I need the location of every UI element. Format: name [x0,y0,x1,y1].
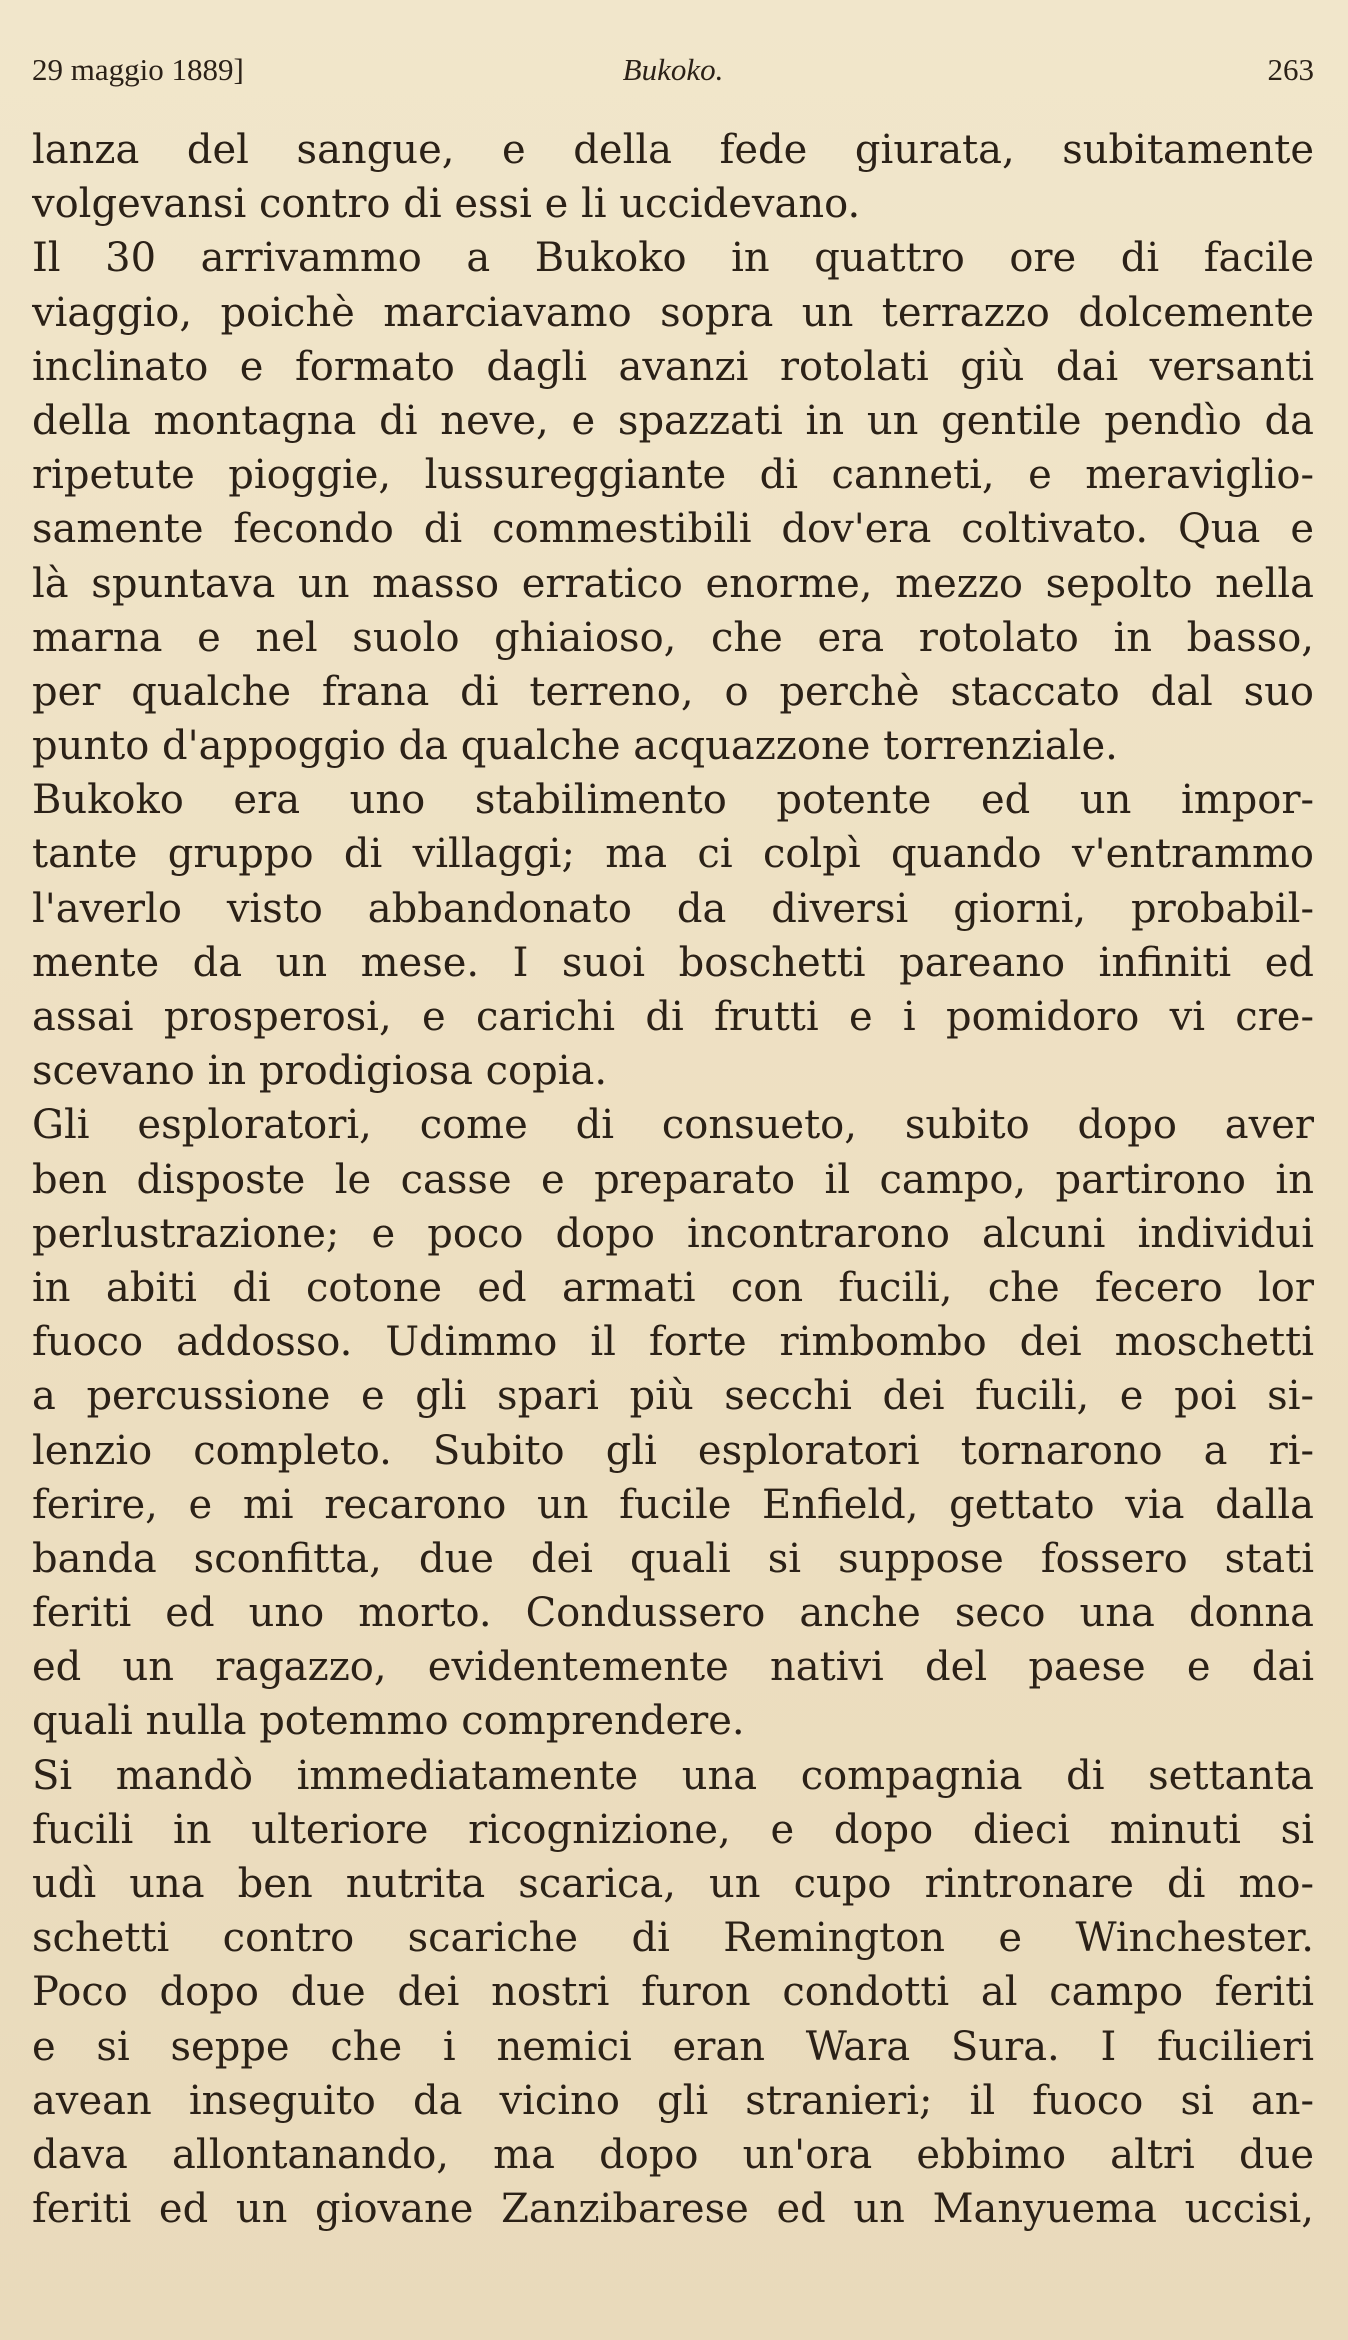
text-line: là spuntava un masso erratico enorme, mezzo sepolto nella [32,560,1314,607]
header-title: Bukoko. [622,52,724,87]
text-line: e si seppe che i nemici eran Wara Sura. I fucilieri [32,2023,1314,2070]
page-number: 263 [1267,52,1314,87]
text-line: schetti contro scariche di Remington e Winchester. [32,1915,1314,1962]
text-line: Si mandò immediatamente una compagnia di settanta [32,1752,1314,1799]
text-line: inclinato e formato dagli avanzi rotolati giù dai versanti [32,343,1314,390]
text-line: scevano in prodigiosa copia. [32,1048,608,1095]
text-line: avean inseguito da vicino gli stranieri; il fuoco si an- [32,2077,1314,2124]
text-line: udì una ben nutrita scarica, un cupo rintronare di mo- [32,1861,1314,1907]
text-line: lanza del sangue, e della fede giurata, subitamente [32,127,1314,173]
text-line: punto d'appoggio da qualche acquazzone torrenziale. [32,723,1118,770]
text-line: volgevansi contro di essi e li uccidevano. [32,181,861,228]
text-line: perlustrazione; e poco dopo incontrarono alcuni individui [32,1210,1314,1257]
text-line: a percussione e gli spari più secchi dei fucili, e poi si- [32,1373,1314,1420]
text-line: ripetute pioggie, lussureggiante di canneti, e meraviglio- [32,452,1314,499]
running-header [32,48,1314,92]
text-line: Bukoko era uno stabilimento potente ed un impor- [32,777,1314,824]
text-line: ferire, e mi recarono un fucile Enfield, gettato via dalla [32,1481,1314,1528]
text-line: samente fecondo di commestibili dov'era coltivato. Qua e [32,506,1314,553]
text-line: tante gruppo di villaggi; ma ci colpì quando v'entrammo [32,831,1314,878]
text-line: ed un ragazzo, evidentemente nativi del paese e dai [32,1644,1314,1691]
text-line: Gli esploratori, come di consueto, subito dopo aver [32,1102,1314,1149]
text-line: banda sconfitta, due dei quali si suppose fossero stati [32,1535,1314,1582]
text-line: dava allontanando, ma dopo un'ora ebbimo altri due [32,2131,1314,2178]
text-line: feriti ed uno morto. Condussero anche seco una donna [32,1590,1314,1637]
text-line: Poco dopo due dei nostri furon condotti al campo feriti [32,1969,1314,2016]
text-line: marna e nel suolo ghiaioso, che era rotolato in basso, [32,614,1314,661]
text-line: assai prosperosi, e carichi di frutti e i pomidoro vi cre- [32,994,1314,1040]
text-line: mente da un mese. I suoi boschetti pareano infiniti ed [32,939,1314,986]
body-text [32,123,1314,2236]
text-line: fucili in ulteriore ricognizione, e dopo dieci minuti si [32,1806,1314,1853]
text-line: lenzio completo. Subito gli esploratori tornarono a ri- [32,1427,1314,1474]
text-line: viaggio, poichè marciavamo sopra un terrazzo dolcemente [32,289,1314,336]
text-line: feriti ed un giovane Zanzibarese ed un Manyuema uccisi, [32,2186,1314,2233]
text-line: per qualche frana di terreno, o perchè staccato dal suo [32,668,1314,715]
text-line: l'averlo visto abbandonato da diversi giorni, probabil- [32,885,1314,932]
text-line: ben disposte le casse e preparato il campo, partirono in [32,1156,1314,1203]
text-line: della montagna di neve, e spazzati in un gentile pendìo da [32,397,1314,444]
text-line: quali nulla potemmo comprendere. [32,1698,745,1745]
text-line: fuoco addosso. Udimmo il forte rimbombo dei moschetti [32,1319,1314,1366]
text-line: in abiti di cotone ed armati con fucili, che fecero lor [32,1264,1314,1311]
text-line: Il 30 arrivammo a Bukoko in quattro ore di facile [32,235,1314,282]
header-date: 29 maggio 1889] [32,52,244,87]
